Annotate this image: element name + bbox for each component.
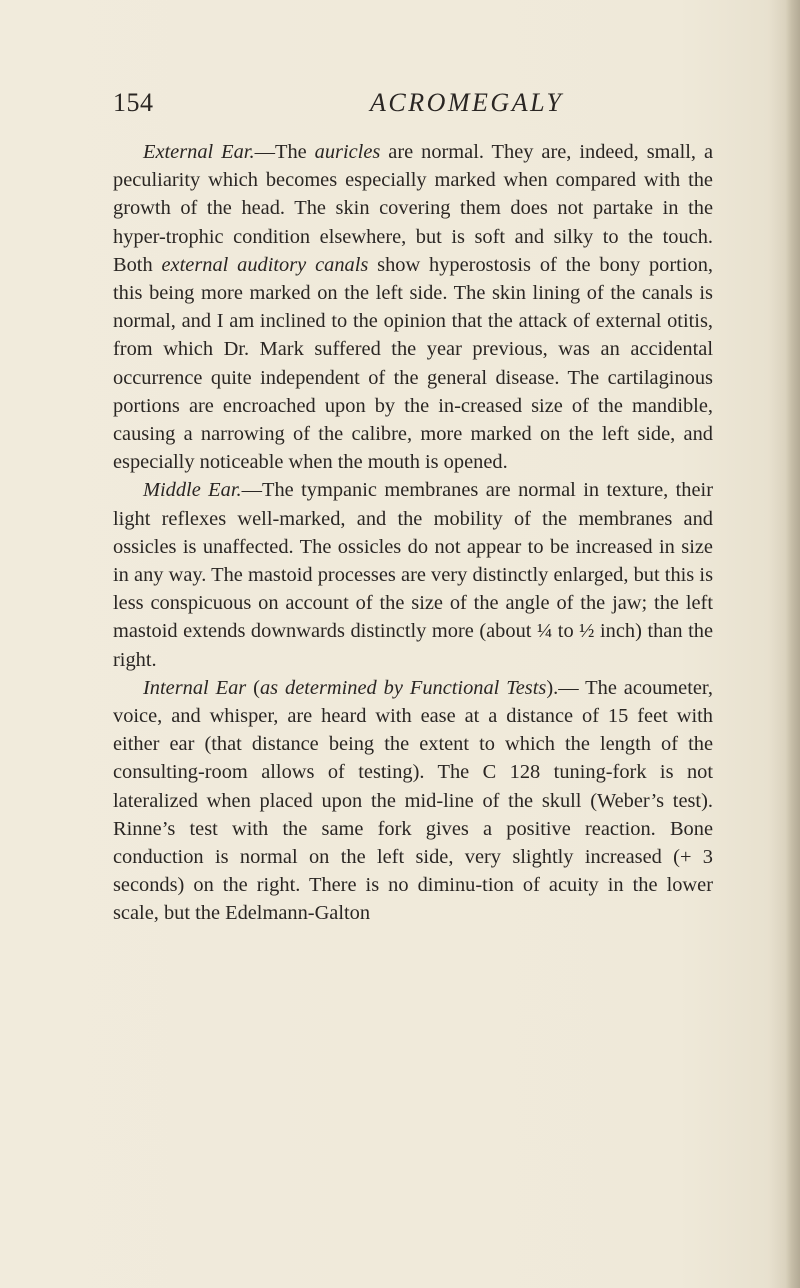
page-edge-shadow — [786, 0, 800, 1288]
paragraph — [113, 138, 713, 476]
text-run: show hyperostosis of the bony portion, this being more marked on the left side. The skin lining of the canals is normal, and I am inclined to the opinion that the attack of external otitis, from which Dr. Mark suffered the year previous, was an accidental occurrence quite independent of the general disease. The cartilaginous portions are encroached upon by the in-creased size of the mandible, causing a narrowing of the calibre, more marked on the left side, and especially noticeable when the mouth is opened. — [113, 253, 713, 474]
italic-text: Internal Ear — [143, 676, 247, 699]
text-run: —The tympanic membranes are normal in texture, their light reflexes well-marked, and the mobility of the membranes and ossicles is unaffected. The ossicles do not appear to be increased in size in any way. The mastoid processes are very distinctly enlarged, but this is less conspicuous on account of the size of the angle of the jaw; the left mastoid extends downwards distinctly more (about ¼ to ½ inch) than the right. — [113, 479, 713, 671]
text-run: are normal. They are, indeed, small, a peculiarity which becomes especially marked when compared with the growth of the head. The skin covering them does not partake in the hyper-trophic condition elsewhere, but is soft and silky to the touch. Both — [113, 141, 713, 276]
paragraph — [113, 674, 713, 928]
text-run: ( — [246, 676, 260, 699]
running-title: ACROMEGALY — [370, 88, 564, 117]
italic-text: as determined by Functional Tests — [259, 676, 547, 699]
page-header — [113, 88, 713, 128]
paragraph — [113, 476, 713, 673]
italic-text: auricles — [314, 141, 381, 163]
page-number: 154 — [113, 88, 154, 117]
text-run: —The — [254, 141, 315, 163]
italic-text: Middle Ear. — [143, 479, 242, 502]
text-run: ).— The acoumeter, voice, and whisper, are heard with ease at a distance of 15 feet with either ear (that distance being the extent to which the length of the consulting-room allows of testing). The C 128 tuning-fork is not lateralized when placed upon the mid-line of the skull (Weber’s test). Rinne’s test with the same fork gives a positive reaction. Bone conduction is normal on the left side, very slightly increased (+ 3 seconds) on the right. There is no diminu-tion of acuity in the lower scale, but the Edelmann-Galton — [113, 676, 713, 925]
italic-text: External Ear. — [143, 141, 255, 163]
body-text — [113, 138, 713, 928]
italic-text: external auditory canals — [161, 253, 369, 276]
